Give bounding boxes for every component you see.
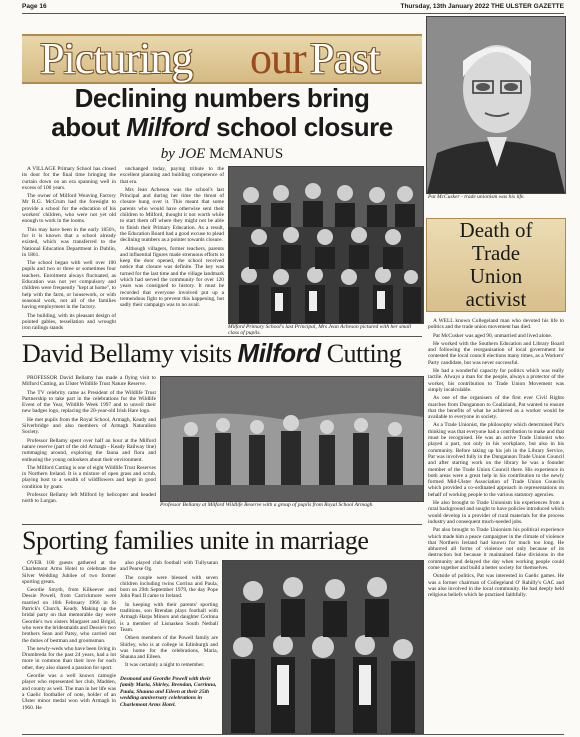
paragraph: The Milford Cutting is one of eight Wildlife Trust Reserves in Northern Ireland. It is a mixture of open grass and scrub, playing host to a wealth of wildflowers and kept in good condition by goats. xyxy=(22,464,156,490)
sidebar-article xyxy=(428,318,564,733)
footer-rule xyxy=(22,734,564,735)
banner-word-past: Past xyxy=(310,34,380,83)
headline-part: Cutting xyxy=(320,339,402,368)
paragraph: The school began with well over 100 pupils and two or three or sometimes four teachers. Enrolment always fluctuated, as Education was not yet compulsory and children were frequently "kept at home", to help with the farm, or housework, or with seasonal work, not all of the families having employment in the factory. xyxy=(22,260,116,311)
paragraph: Others members of the Powell family are Shirley, who is at college in Edinburgh and was home for the celebrations, Maria, Shauna and Eileen. xyxy=(120,635,218,661)
headline-part: school closure xyxy=(209,112,393,142)
story3-headline: Sporting families unite in marriage xyxy=(22,526,369,555)
bellamy-photo-caption: Professor Bellamy at Milford Wildlife Reserve with a group of pupils from Royal School Armagh. xyxy=(160,502,374,508)
sidebar-title-line2: Trade xyxy=(471,241,521,265)
paragraph: The newly-weds who have been living in Drumbreda for the past 24 years, had a lot more in common than their love for each other, they also shared a passion for sport. xyxy=(22,645,116,671)
portrait-caption: Pat McCusker - trade unionism was his life. xyxy=(428,194,525,200)
story1-column-1 xyxy=(22,166,116,344)
page-number: Page 16 xyxy=(22,3,47,10)
paragraph: Professor Bellamy spent over half an hour at the Milford nature reserve (part of the old Armagh - Keady Railway line) rummaging around, exploring the fauna and flora and enthusing the young onlookers about their environment. xyxy=(22,437,156,463)
paragraph: It was certainly a night to remember. xyxy=(125,662,205,669)
paragraph: Geordie was a well known camogie player who represented her club, Madden, and county as well. The man in her life was a Gaelic footballer of note, holder of an Ulster minor medal won with Armagh in 1960. He xyxy=(22,673,116,711)
banner-word-our: our xyxy=(250,34,306,83)
paragraph: The building, with its pleasant design of pointed gables, tessellation and wrought iron railings stands xyxy=(22,312,116,332)
paragraph: unchanged today, paying tribute to the excellent planning and building competence of that era. xyxy=(120,166,224,185)
paragraph: As a Trade Unionist, the philosophy which determined Pat's thinking was that everyone had a contribution to make and that must be recognised. He was an active Trade Unionist who played a part, not only in his workplace, but also in his community. Before taking up his job in the Library Service, Pat was involved fully in the Dungannon Trade Union Council and after starting work on the library he was a founder member of the Trade Union Council there. His experience in both areas were a great help in his contribution to the newly formed Mid-Ulster Association of Trade Union Councils which provided a co-ordinated approach in representations on behalf of working people to the various statutory agencies. xyxy=(428,422,564,498)
story3-column-1 xyxy=(22,560,116,733)
class-photo-image xyxy=(229,167,423,323)
headline-line1: Declining numbers bring xyxy=(74,83,370,113)
paragraph: A VILLAGE Primary School has closed its door for the final time bringing the curtain down on an era spanning well in excess of 100 years. xyxy=(22,166,116,191)
paragraph: The owner of Milford Weaving Factory Mr R.G. McCrum had the foresight to provide a school for the education of his workers' children, who were not yet old enough to work in the looms. xyxy=(22,193,116,225)
family-photo-image xyxy=(223,561,423,733)
paragraph: The TV celebrity came as President of the Wildlife Trust Partnership to take part in the celebrations for the Wildlife Event of the Year, Wildlife Week 1997 and to unveil their new badges logo, replacing the 20-year-old Irish Hare logo. xyxy=(22,389,156,415)
sidebar-title-line1: Death of xyxy=(459,218,533,242)
paragraph: Pat also brought to Trade Unionism his political experience which made him a peace campaigner in the climate of violence that Northern Ireland had known for much too long. He abhorred all forms of violence not only because of its destruction but because it maintained false divisions in the community and delayed the day when working people could come together and build a better society for themselves. xyxy=(428,527,564,571)
banner-word-picturing: Picturing xyxy=(40,34,193,83)
paragraph: PROFESSOR David Bellamy has made a flying visit to Milford Cutting, an Ulster Wildlife Trust Nature Reserve. xyxy=(22,375,156,388)
family-photo-caption: Desmond and Geordie Powell with their family Maria, Shirley, Brendan, Corrinna, Paula, Shauna and Eileen at their 25th wedding anniversary celebrations in Charlemont Arms Hotel. xyxy=(120,676,217,708)
story3-column-2 xyxy=(120,560,218,672)
story1-headline xyxy=(22,84,422,142)
section-rule xyxy=(22,336,422,337)
byline-last: McMANUS xyxy=(205,146,284,162)
class-photo xyxy=(228,166,424,324)
bellamy-photo xyxy=(160,376,424,502)
paragraph: Although villagers, former teachers, parents and influential figures made strenuous efforts to keep the door opened, the school received notice that closure was definite. The key was turned for the last time and the village landmark which had served the community for over 120 years was consigned to history. It must be recorded that everyone involved put up a tremendous fight to prevent this happening, but sadly their campaign was to no avail. xyxy=(120,245,224,309)
story2-headline xyxy=(22,338,422,372)
paragraph: A WELL known Collegeland man who devoted his life to politics and the trade union movement has died. xyxy=(428,318,564,331)
headline-line2 xyxy=(22,113,422,142)
header-rule xyxy=(22,13,564,14)
byline xyxy=(22,146,422,163)
section-banner xyxy=(22,34,422,84)
headline-part: about xyxy=(51,112,127,142)
paragraph: OVER 100 guests gathered at the Charlemont Arms Hotel to celebrate the Silver Wedding Jubilee of two former sporting greats. xyxy=(22,560,116,585)
story1-column-2 xyxy=(120,166,224,344)
headline-emph: Milford xyxy=(237,338,321,368)
paragraph: He met pupils from the Royal School, Armagh, Keady and Silverbridge and also members of Armagh Naturalists Society. xyxy=(22,416,156,436)
paragraph: This may have been in the early 1850's, for it is known that a school already existed, which was transferred to the National Education Department in Dublin, in 1861. xyxy=(22,226,116,258)
sidebar-title-line4: activist xyxy=(465,287,527,311)
page-header-bar xyxy=(0,0,580,12)
section-rule xyxy=(22,524,422,525)
portrait-photo xyxy=(426,16,566,194)
paragraph: Outside of politics, Pat was interested in Gaelic games. He was a former chairman of Collegeland O' Rahilly's GAC and was also involved in the local community. He had deeply held religious beliefs which he practised faithfully. xyxy=(428,573,564,599)
byline-by: by xyxy=(160,146,179,162)
paragraph: Pat McCusker was aged 90, unmarried and lived alone. xyxy=(433,332,553,339)
paragraph: Professor Bellamy left Milford by helicopter and headed north to Lurgan. xyxy=(22,492,156,505)
issue-date: Thursday, 13th January 2022 THE ULSTER GAZETTE xyxy=(400,3,564,10)
sidebar-title-line3: Union xyxy=(469,264,523,288)
headline-part: David Bellamy visits xyxy=(22,339,238,368)
paragraph: He also brought to Trade Unionism his experiences from a rural background and sought to have policies introduced which would develop in a provider of rural materials for the process industry and consequent much-needed jobs. xyxy=(428,500,564,525)
byline-first: JOE xyxy=(178,146,206,162)
sidebar-headline xyxy=(426,218,566,312)
paragraph: The couple were blessed with seven children including twins Corrina and Paula, born on 29th September 1979, the day Pope John Paul II came to Ireland. xyxy=(120,574,218,600)
headline-emph: Milford xyxy=(126,112,210,142)
paragraph: Mrs Jean Acheson was the school's last Principal and during her time the threat of closure hung over it. This meant that some parents who would have otherwise sent their children to Milford, thought it not worth while to start them off where they might not be able to finish their Primary Education. As a result, the Education Board had a good excuse to plead declining numbers as a pointer towards closure. xyxy=(120,186,224,244)
class-photo-caption: Milford Primary School's last Principal, Mrs Jean Acheson pictured with her small class of pupils. xyxy=(228,324,412,337)
portrait-image xyxy=(427,17,565,193)
bellamy-photo-image xyxy=(161,377,423,501)
paragraph: Geordie Smyth, from Kilkeever and Dessie Powell, from Carrickmore were married on 16th February 1966 in St Patrick's Church, Keady. Making up the bridal party on that memorable day were Geordie's two sisters Margaret and Brigid, who were the bridesmaids and Dessie's two brothers Sean and Patsy, who carried out the duties of bestman and groomsman. xyxy=(22,587,116,644)
family-photo xyxy=(222,560,424,734)
paragraph: He worked with the Southern Education and Library Board and following the reorganisation of local government he contested the local council elections many times, as a Workers' Party candidate, but was never successful. xyxy=(428,340,564,366)
paragraph: In keeping with their parents' sporting traditions, son Brendan plays football with Armagh Harps Minors and daughter Corinna is a member of Lisnaskea South Netball Team. xyxy=(120,601,218,633)
paragraph: also played club football with Tullysaran and Pearse Og. xyxy=(120,560,218,573)
paragraph: He had a wonderful capacity for politics which was really tactile. Always a man for the people, always a protector of the worker, his contribution to Trade Union Movement was simply incalculable. xyxy=(428,368,564,393)
story2-column xyxy=(22,375,156,523)
paragraph: As one of the organisers of the first ever Civil Rights marches from Dungannon to Coalisland, Pat wanted to ensure that the benefits of what he achieved as a worker would be available to everyone in society. xyxy=(428,395,564,421)
